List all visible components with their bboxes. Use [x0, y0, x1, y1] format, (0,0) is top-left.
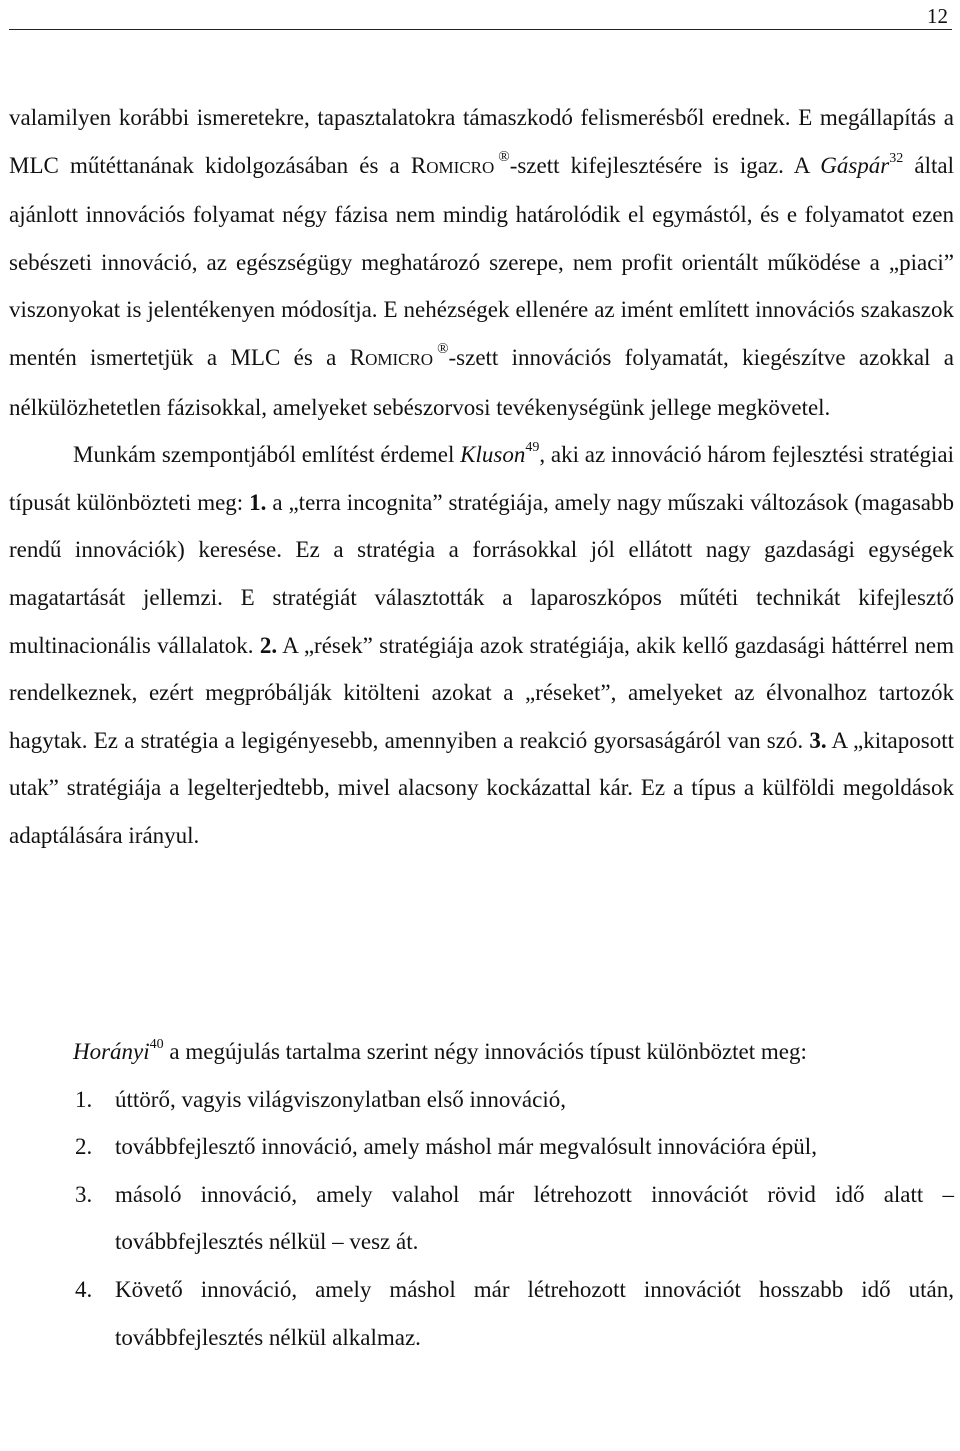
p1-text-3: által ajánlott innovációs folyamat négy fázisa nem mindig határolódik el egymástól, és e folyamatot ezen sebészeti innováció, az egészségügy meghatározó szerepe, nem profit orientált működése a „piaci” viszonyokat is jelentékenyen módosítja. E nehézségek ellenére az imént említett innovációs szakaszok mentén ismertetjük a MLC és a R: [9, 152, 955, 370]
list-item-number: 4.: [75, 1276, 93, 1302]
p1-text-2: -szett kifejlesztésére is igaz. A: [509, 152, 821, 178]
strategy-number-3: 3.: [809, 727, 827, 753]
p1-text-4: -szett innovációs folyamatát, kiegészítve azokkal a nélkülözhetetlen fázisokkal, amelyeket sebészorvosi tevékenységünk jellege megkövetel.: [9, 344, 955, 420]
p3-text-1: a megújulás tartalma szerint négy innovációs típust különböztet meg:: [163, 1039, 807, 1064]
strategy-number-1: 1.: [249, 489, 267, 515]
list-item: [9, 1171, 954, 1266]
list-item-text: Követő innováció, amely máshol már létrehozott innovációt hosszabb idő után, továbbfejlesztés nélkül alkalmaz.: [115, 1276, 954, 1350]
p1-romicro-smallcaps-2: OMICRO: [365, 349, 434, 369]
page-number: 12: [927, 4, 948, 28]
p2-text-3: a „terra incognita” stratégiája, amely nagy műszaki változások (magasabb rendű innovációk) keresése. Ez a stratégia a forrásokkal jól ellátott nagy gazdasági egységek magatartását jellemzi. E stratégiát választották a laparoszkópos műtéti technikát kifejlesztő multinacionális vállalatok.: [9, 489, 954, 658]
list-item-number: 1.: [75, 1086, 93, 1112]
list-item-text: továbbfejlesztő innováció, amely máshol már megvalósult innovációra épül,: [115, 1134, 817, 1160]
list-item: [9, 1266, 954, 1361]
p2-text-5: A „kitaposott utak” stratégiája a legelterjedtebb, mivel alacsony kockázattal kár. Ez a típus a külföldi megoldások adaptálására irányul.: [9, 727, 954, 848]
reference-40: 40: [149, 1037, 164, 1052]
registered-mark-2: ®: [437, 340, 449, 357]
p2-text-1: Munkám szempontjából említést érdemel: [73, 442, 461, 468]
paragraph-horanyi-types: [9, 1028, 954, 1076]
p1-text-1: valamilyen korábbi ismeretekre, tapasztalatokra támaszkodó felismerésből erednek. E megállapítás a MLC műtéttanának kidolgozásában és a R: [9, 105, 954, 178]
paragraph-kluson-strategies: [9, 431, 954, 859]
header-rule: [9, 29, 952, 30]
reference-32: 32: [889, 150, 904, 166]
p1-romicro-smallcaps-1: OMICRO: [426, 157, 495, 177]
author-horanyi: Horányi: [73, 1039, 150, 1064]
list-item-number: 3.: [75, 1181, 93, 1207]
registered-mark-1: ®: [498, 148, 510, 165]
paragraph-innovation-phases: [9, 94, 954, 431]
list-item: [9, 1123, 954, 1171]
body-text-bottom: [9, 1028, 954, 1361]
author-kluson: Kluson: [460, 442, 526, 468]
list-item-text: másoló innováció, amely valahol már létrehozott innovációt rövid idő alatt – továbbfejlesztés nélkül – vesz át.: [115, 1181, 954, 1255]
list-item-text: úttörő, vagyis világviszonylatban első innováció,: [115, 1086, 566, 1112]
reference-49: 49: [525, 440, 540, 456]
strategy-number-2: 2.: [259, 632, 278, 658]
body-text-top: [9, 94, 954, 860]
p2-text-2: , aki az innováció három fejlesztési stratégiai típusát különbözteti meg:: [9, 442, 954, 515]
list-item: [9, 1076, 954, 1124]
p2-text-4: A „rések” stratégiája azok stratégiája, akik kellő gazdasági háttérrel nem rendelkeznek, ezért megpróbálják kitölteni azokat a „réseket”, amelyeket az élvonalhoz tartozók hagytak. Ez a stratégia a legigényesebb, amennyiben a reakció gyorsaságáról van szó.: [9, 632, 954, 753]
list-item-number: 2.: [75, 1134, 93, 1160]
author-gaspar: Gáspár: [820, 152, 890, 178]
innovation-types-list: [9, 1076, 954, 1362]
